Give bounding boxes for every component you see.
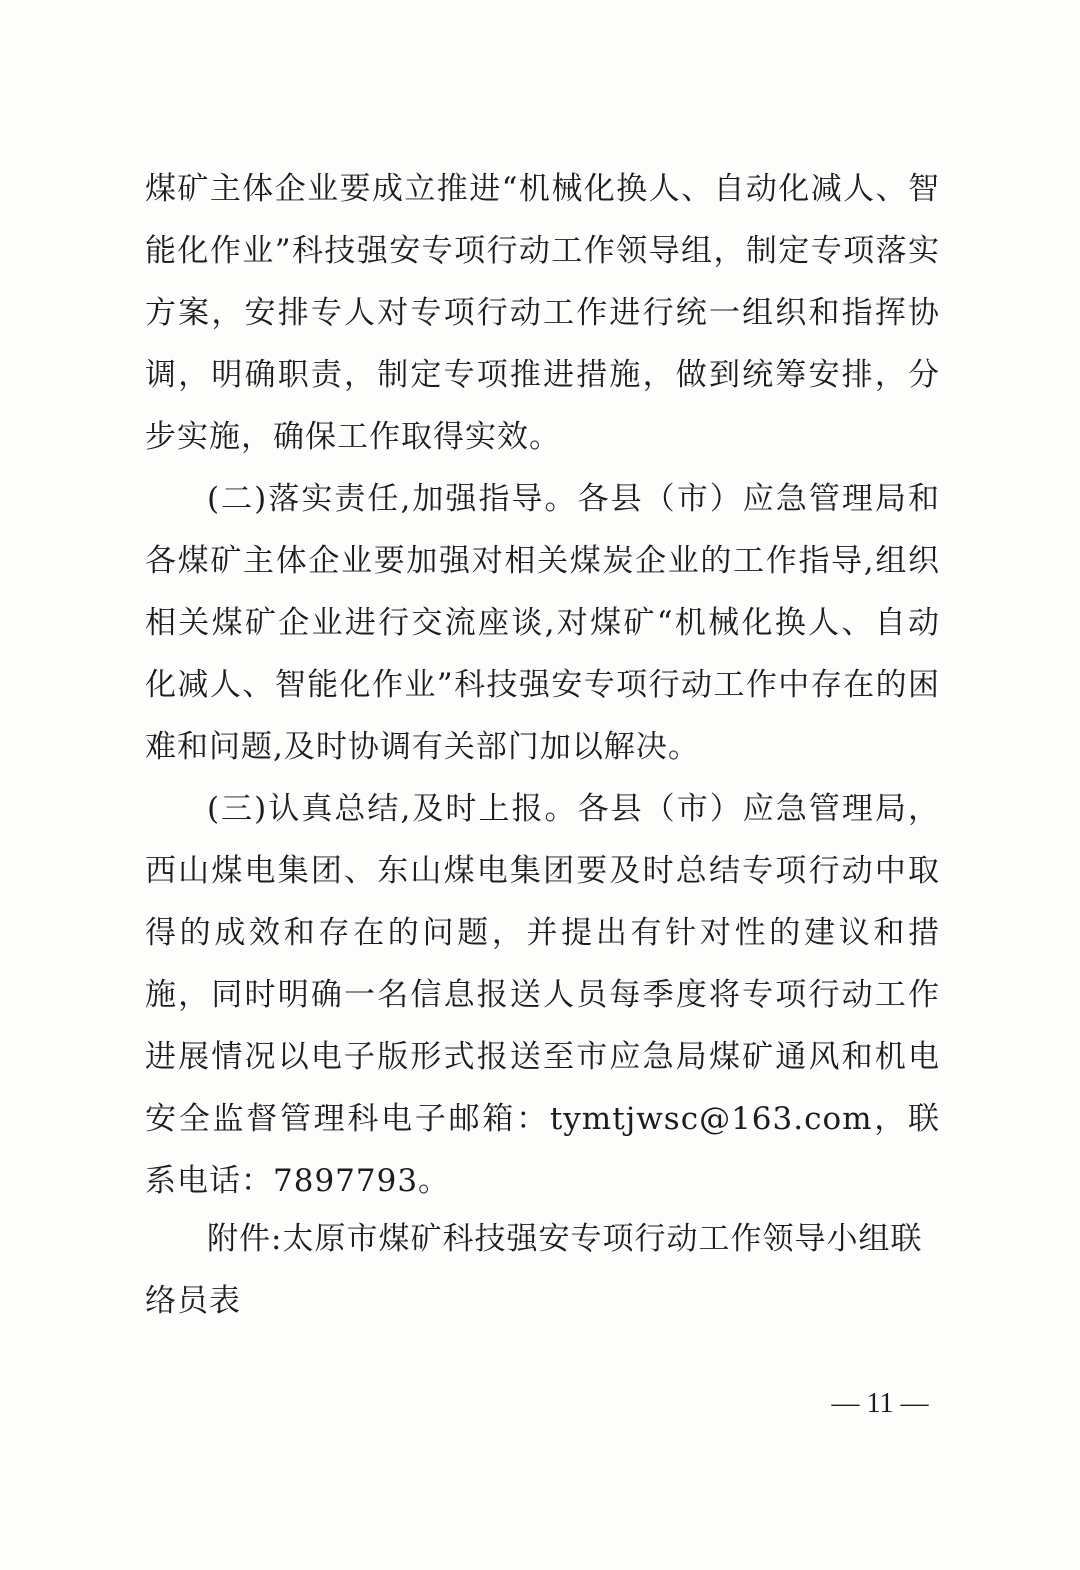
attachment-note: 附件:太原市煤矿科技强安专项行动工作领导小组联络员表 <box>145 1221 923 1319</box>
paragraph-section-three: (三)认真总结,及时上报。各县（市）应急管理局，西山煤电集团、东山煤电集团要及时总结专项行动中取得的成效和存在的问题，并提出有针对性的建议和措施，同时明确一名信息报送人员每季度将专项行动工作进展情况以电子版形式报送至市应急局煤矿通风和机电安全监督管理科电子邮箱：tymtjwsc@163.com，联系电话：7897793。 <box>145 791 940 1199</box>
page-number: — 11 — <box>831 1388 929 1419</box>
paragraph-section-two: (二)落实责任,加强指导。各县（市）应急管理局和各煤矿主体企业要加强对相关煤炭企业的工作指导,组织相关煤矿企业进行交流座谈,对煤矿“机械化换人、自动化减人、智能化作业”科技强安专项行动工作中存在的困难和问题,及时协调有关部门加以解决。 <box>145 481 940 765</box>
paragraph-continuation: 煤矿主体企业要成立推进“机械化换人、自动化减人、智能化作业”科技强安专项行动工作领导组，制定专项落实方案，安排专人对专项行动工作进行统一组织和指挥协调，明确职责，制定专项推进措施，做到统筹安排，分步实施，确保工作取得实效。 <box>145 171 940 455</box>
document-body <box>145 158 940 1212</box>
